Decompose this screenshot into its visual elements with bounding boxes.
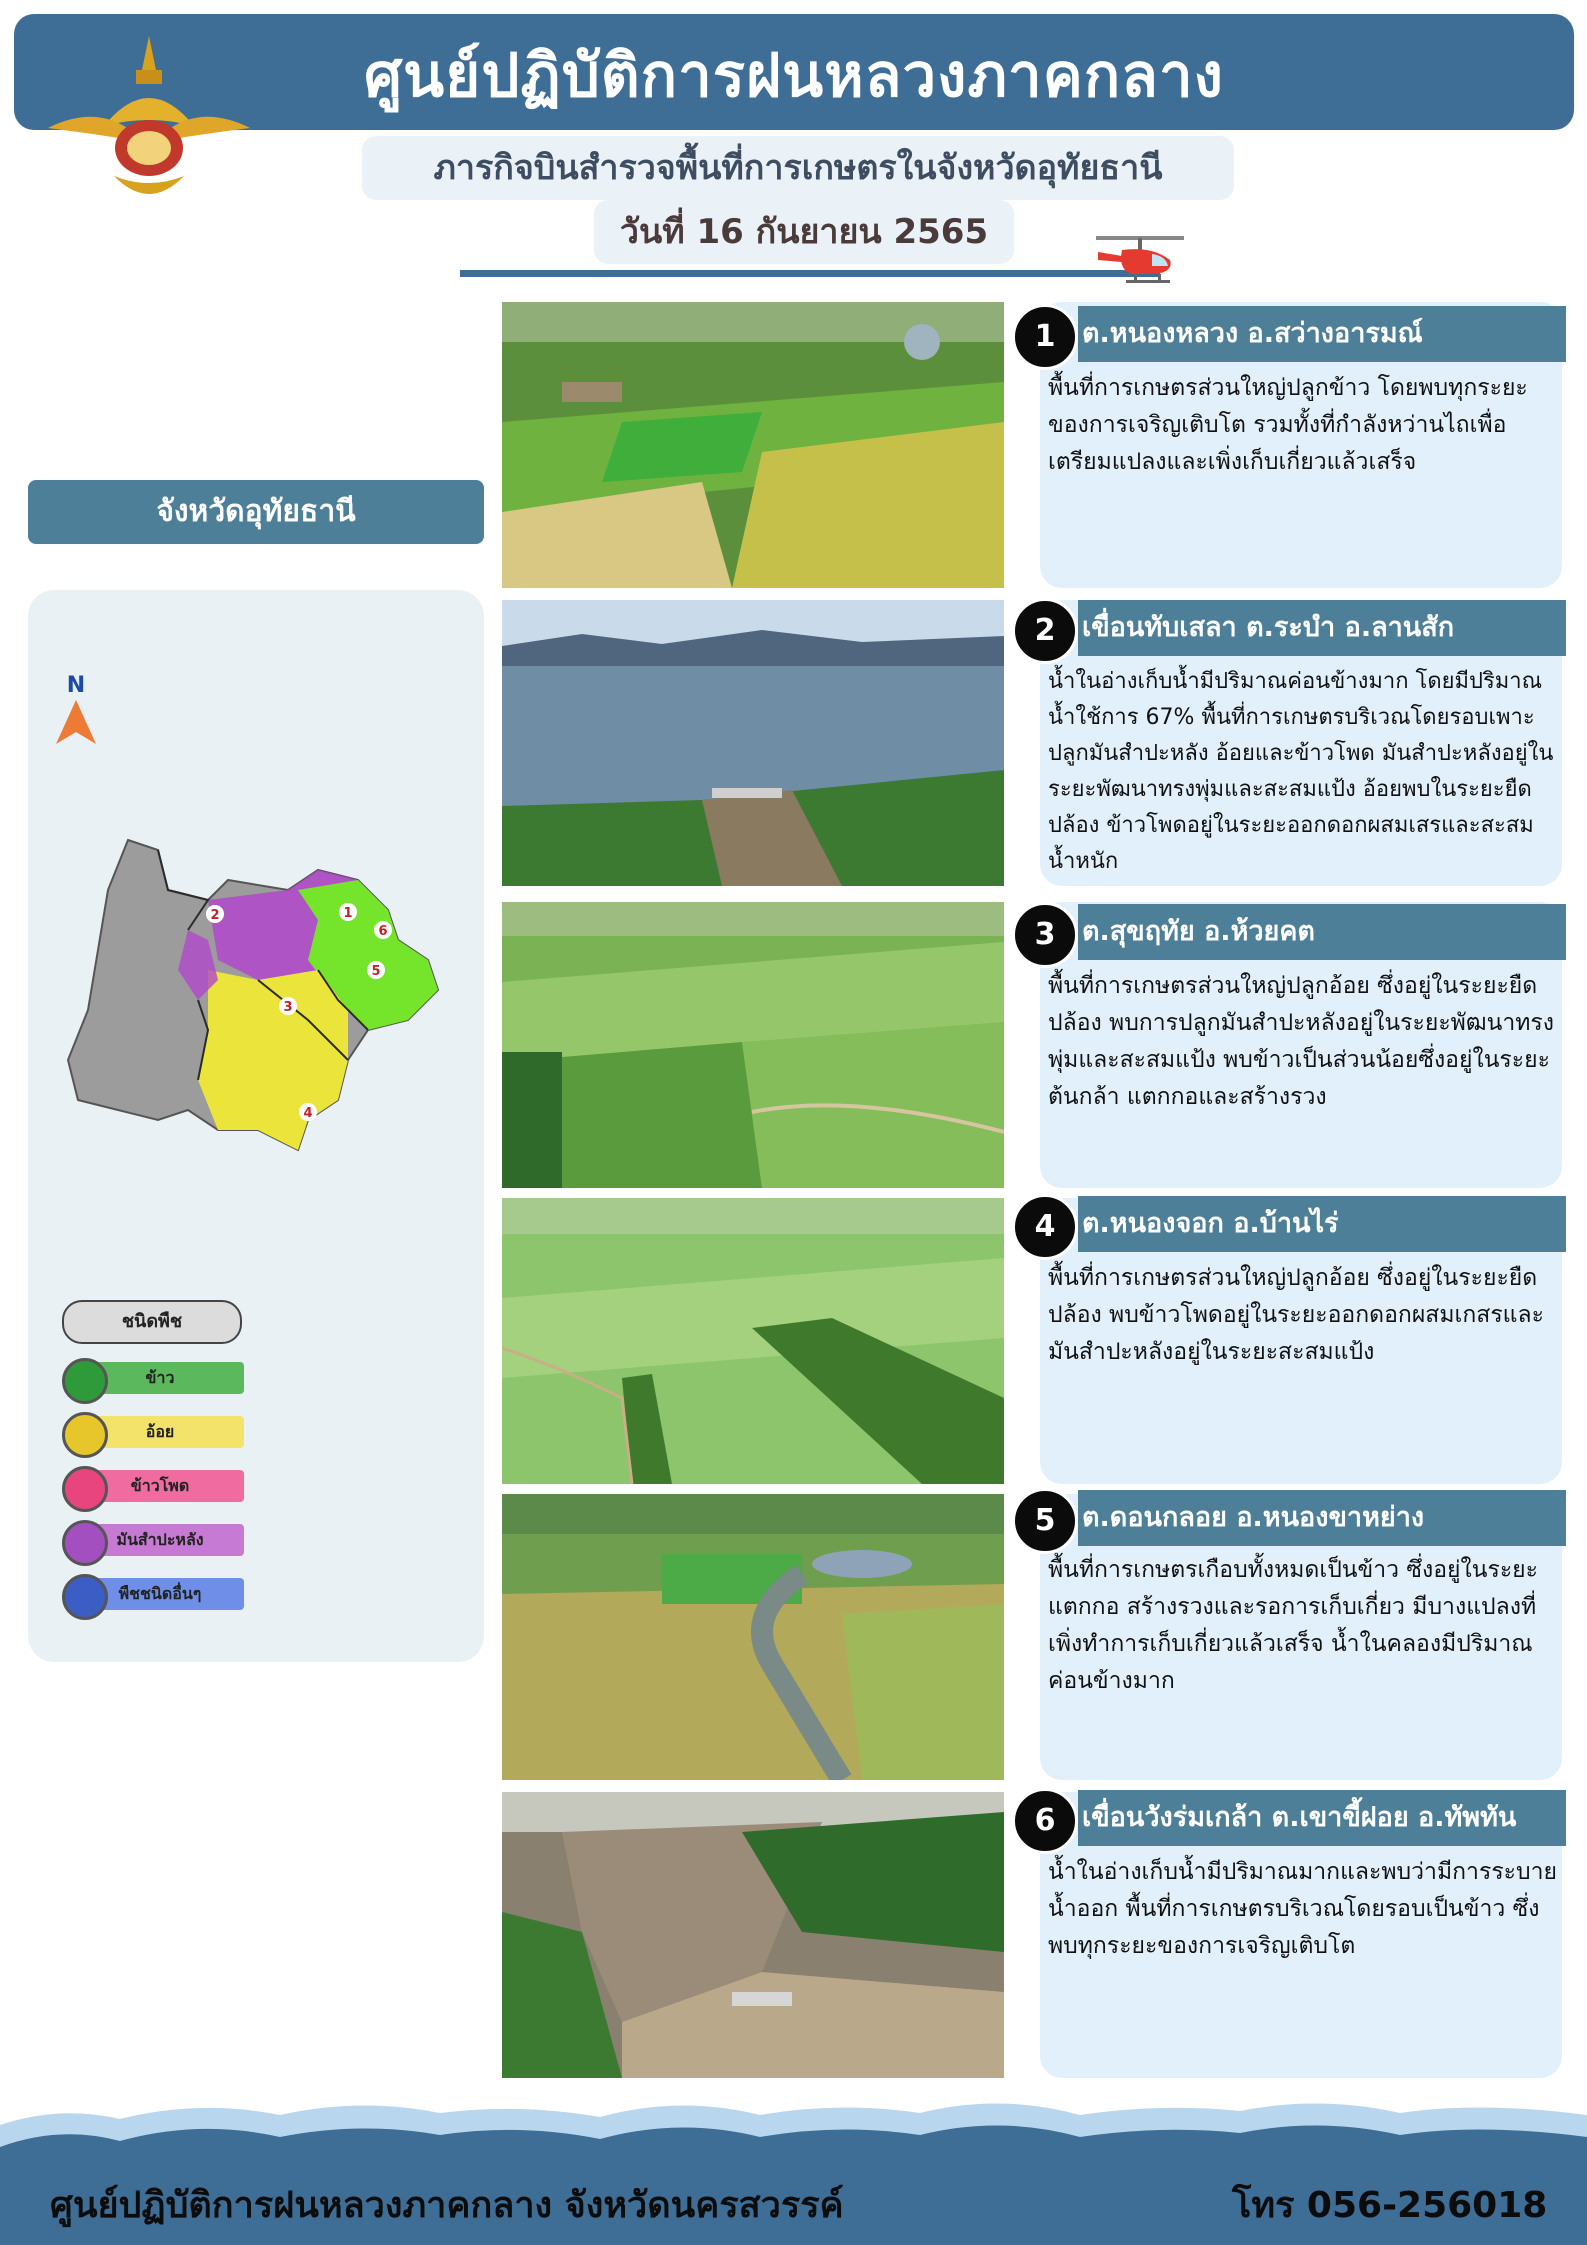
map-marker-5: 5 [371,964,381,979]
legend-label: อ้อย [76,1416,244,1448]
legend-item-corn [62,1466,262,1504]
legend-item-sugarcane [62,1412,262,1450]
site-3-description: พื้นที่การเกษตรส่วนใหญ่ปลูกอ้อย ซึ่งอยู่ในระยะยืดปล้อง พบการปลูกมันสำปะหลังอยู่ในระยะพัฒนาทรงพุ่มและสะสมแป้ง พบข้าวเป็นส่วนน้อยซึ่งอยู่ในระยะต้นกล้า แตกกอและสร้างรวง [1048,973,1554,1110]
site-3-title: ต.สุขฤทัย อ.ห้วยคต [1078,904,1566,960]
mission-date: วันที่ 16 กันยายน 2565 [594,200,1014,264]
site-4-aerial-photo [502,1198,1004,1484]
page-title: ศูนย์ปฏิบัติการฝนหลวงภาคกลาง [364,41,1224,111]
map-marker-6: 6 [378,924,388,939]
map-marker-2: 2 [210,908,220,923]
site-2-aerial-photo [502,600,1004,886]
site-5-description: พื้นที่การเกษตรเกือบทั้งหมดเป็นข้าว ซึ่งอยู่ในระยะแตกกอ สร้างรวงและรอการเก็บเกี่ยว มีบางแปลงที่เพิ่งทำการเก็บเกี่ยวแล้วเสร็จ น้ำในคลองมีปริมาณค่อนข้างมาก [1048,1557,1538,1694]
sugarcane-icon [62,1412,108,1458]
site-4-title: ต.หนองจอก อ.บ้านไร่ [1078,1196,1566,1252]
site-5-number-badge: 5 [1012,1488,1078,1554]
site-6-description: น้ำในอ่างเก็บน้ำมีปริมาณมากและพบว่ามีการระบายน้ำออก พื้นที่การเกษตรบริเวณโดยรอบเป็นข้าว ซึ่งพบทุกระยะของการเจริญเติบโต [1048,1859,1558,1959]
royal-rainmaking-emblem-icon [44,30,254,212]
tree-icon [62,1574,108,1620]
map-marker-1: 1 [343,906,353,921]
crop-legend [62,1300,262,1628]
site-2-number-badge: 2 [1012,598,1078,664]
province-crop-map [58,830,488,1160]
site-4-description: พื้นที่การเกษตรส่วนใหญ่ปลูกอ้อย ซึ่งอยู่ในระยะยืดปล้อง พบข้าวโพดอยู่ในระยะออกดอกผสมเกสรและมันสำปะหลังอยู่ในระยะสะสมแป้ง [1048,1265,1544,1365]
site-6-title: เขื่อนวังร่มเกล้า ต.เขาขี้ฝอย อ.ทัพทัน [1078,1790,1566,1846]
site-3-number-badge: 3 [1012,902,1078,968]
legend-label: ข้าวโพด [76,1470,244,1502]
site-4-number-badge: 4 [1012,1194,1078,1260]
map-panel [28,590,484,1662]
province-label: จังหวัดอุทัยธานี [28,480,484,544]
legend-label: พืชชนิดอื่นๆ [76,1578,244,1610]
site-2-description: น้ำในอ่างเก็บน้ำมีปริมาณค่อนข้างมาก โดยมีปริมาณน้ำใช้การ 67% พื้นที่การเกษตรบริเวณโดยรอบเพาะปลูกมันสำปะหลัง อ้อยและข้าวโพด มันสำปะหลังอยู่ในระยะพัฒนาทรงพุ่มและสะสมแป้ง อ้อยพบในระยะยืดปล้อง ข้าวโพดอยู่ในระยะออกดอกผสมเสรและสะสมน้ำหนัก [1048,669,1554,874]
cassava-icon [62,1520,108,1566]
legend-item-rice [62,1358,262,1396]
footer-organization: ศูนย์ปฏิบัติการฝนหลวงภาคกลาง จังหวัดนครสวรรค์ [50,2185,844,2226]
legend-item-other-crops [62,1574,262,1612]
corn-icon [62,1466,108,1512]
legend-label: มันสำปะหลัง [76,1524,244,1556]
site-1-number-badge: 1 [1012,304,1078,370]
legend-label: ข้าว [76,1362,244,1394]
site-6-aerial-photo [502,1792,1004,2078]
map-marker-4: 4 [303,1106,313,1121]
legend-title: ชนิดพืช [62,1300,242,1344]
site-1-aerial-photo [502,302,1004,588]
site-5-aerial-photo [502,1494,1004,1780]
site-1-title: ต.หนองหลวง อ.สว่างอารมณ์ [1078,306,1566,362]
rice-icon [62,1358,108,1404]
site-6-number-badge: 6 [1012,1788,1078,1854]
legend-item-cassava [62,1520,262,1558]
mission-subtitle: ภารกิจบินสำรวจพื้นที่การเกษตรในจังหวัดอุทัยธานี [362,136,1234,200]
north-arrow-icon [46,670,106,750]
helicopter-icon [1092,230,1188,290]
site-5-title: ต.ดอนกลอย อ.หนองขาหย่าง [1078,1490,1566,1546]
north-label: N [66,673,86,698]
site-2-title: เขื่อนทับเสลา ต.ระบำ อ.ลานสัก [1078,600,1566,656]
footer-phone: โทร 056-256018 [1232,2185,1548,2226]
map-marker-3: 3 [283,1000,293,1015]
site-1-description: พื้นที่การเกษตรส่วนใหญ่ปลูกข้าว โดยพบทุกระยะของการเจริญเติบโต รวมทั้งที่กำลังหว่านไถเพื่อเตรียมแปลงและเพิ่งเก็บเกี่ยวแล้วเสร็จ [1048,375,1528,475]
site-3-aerial-photo [502,902,1004,1188]
divider-line [460,270,1160,277]
